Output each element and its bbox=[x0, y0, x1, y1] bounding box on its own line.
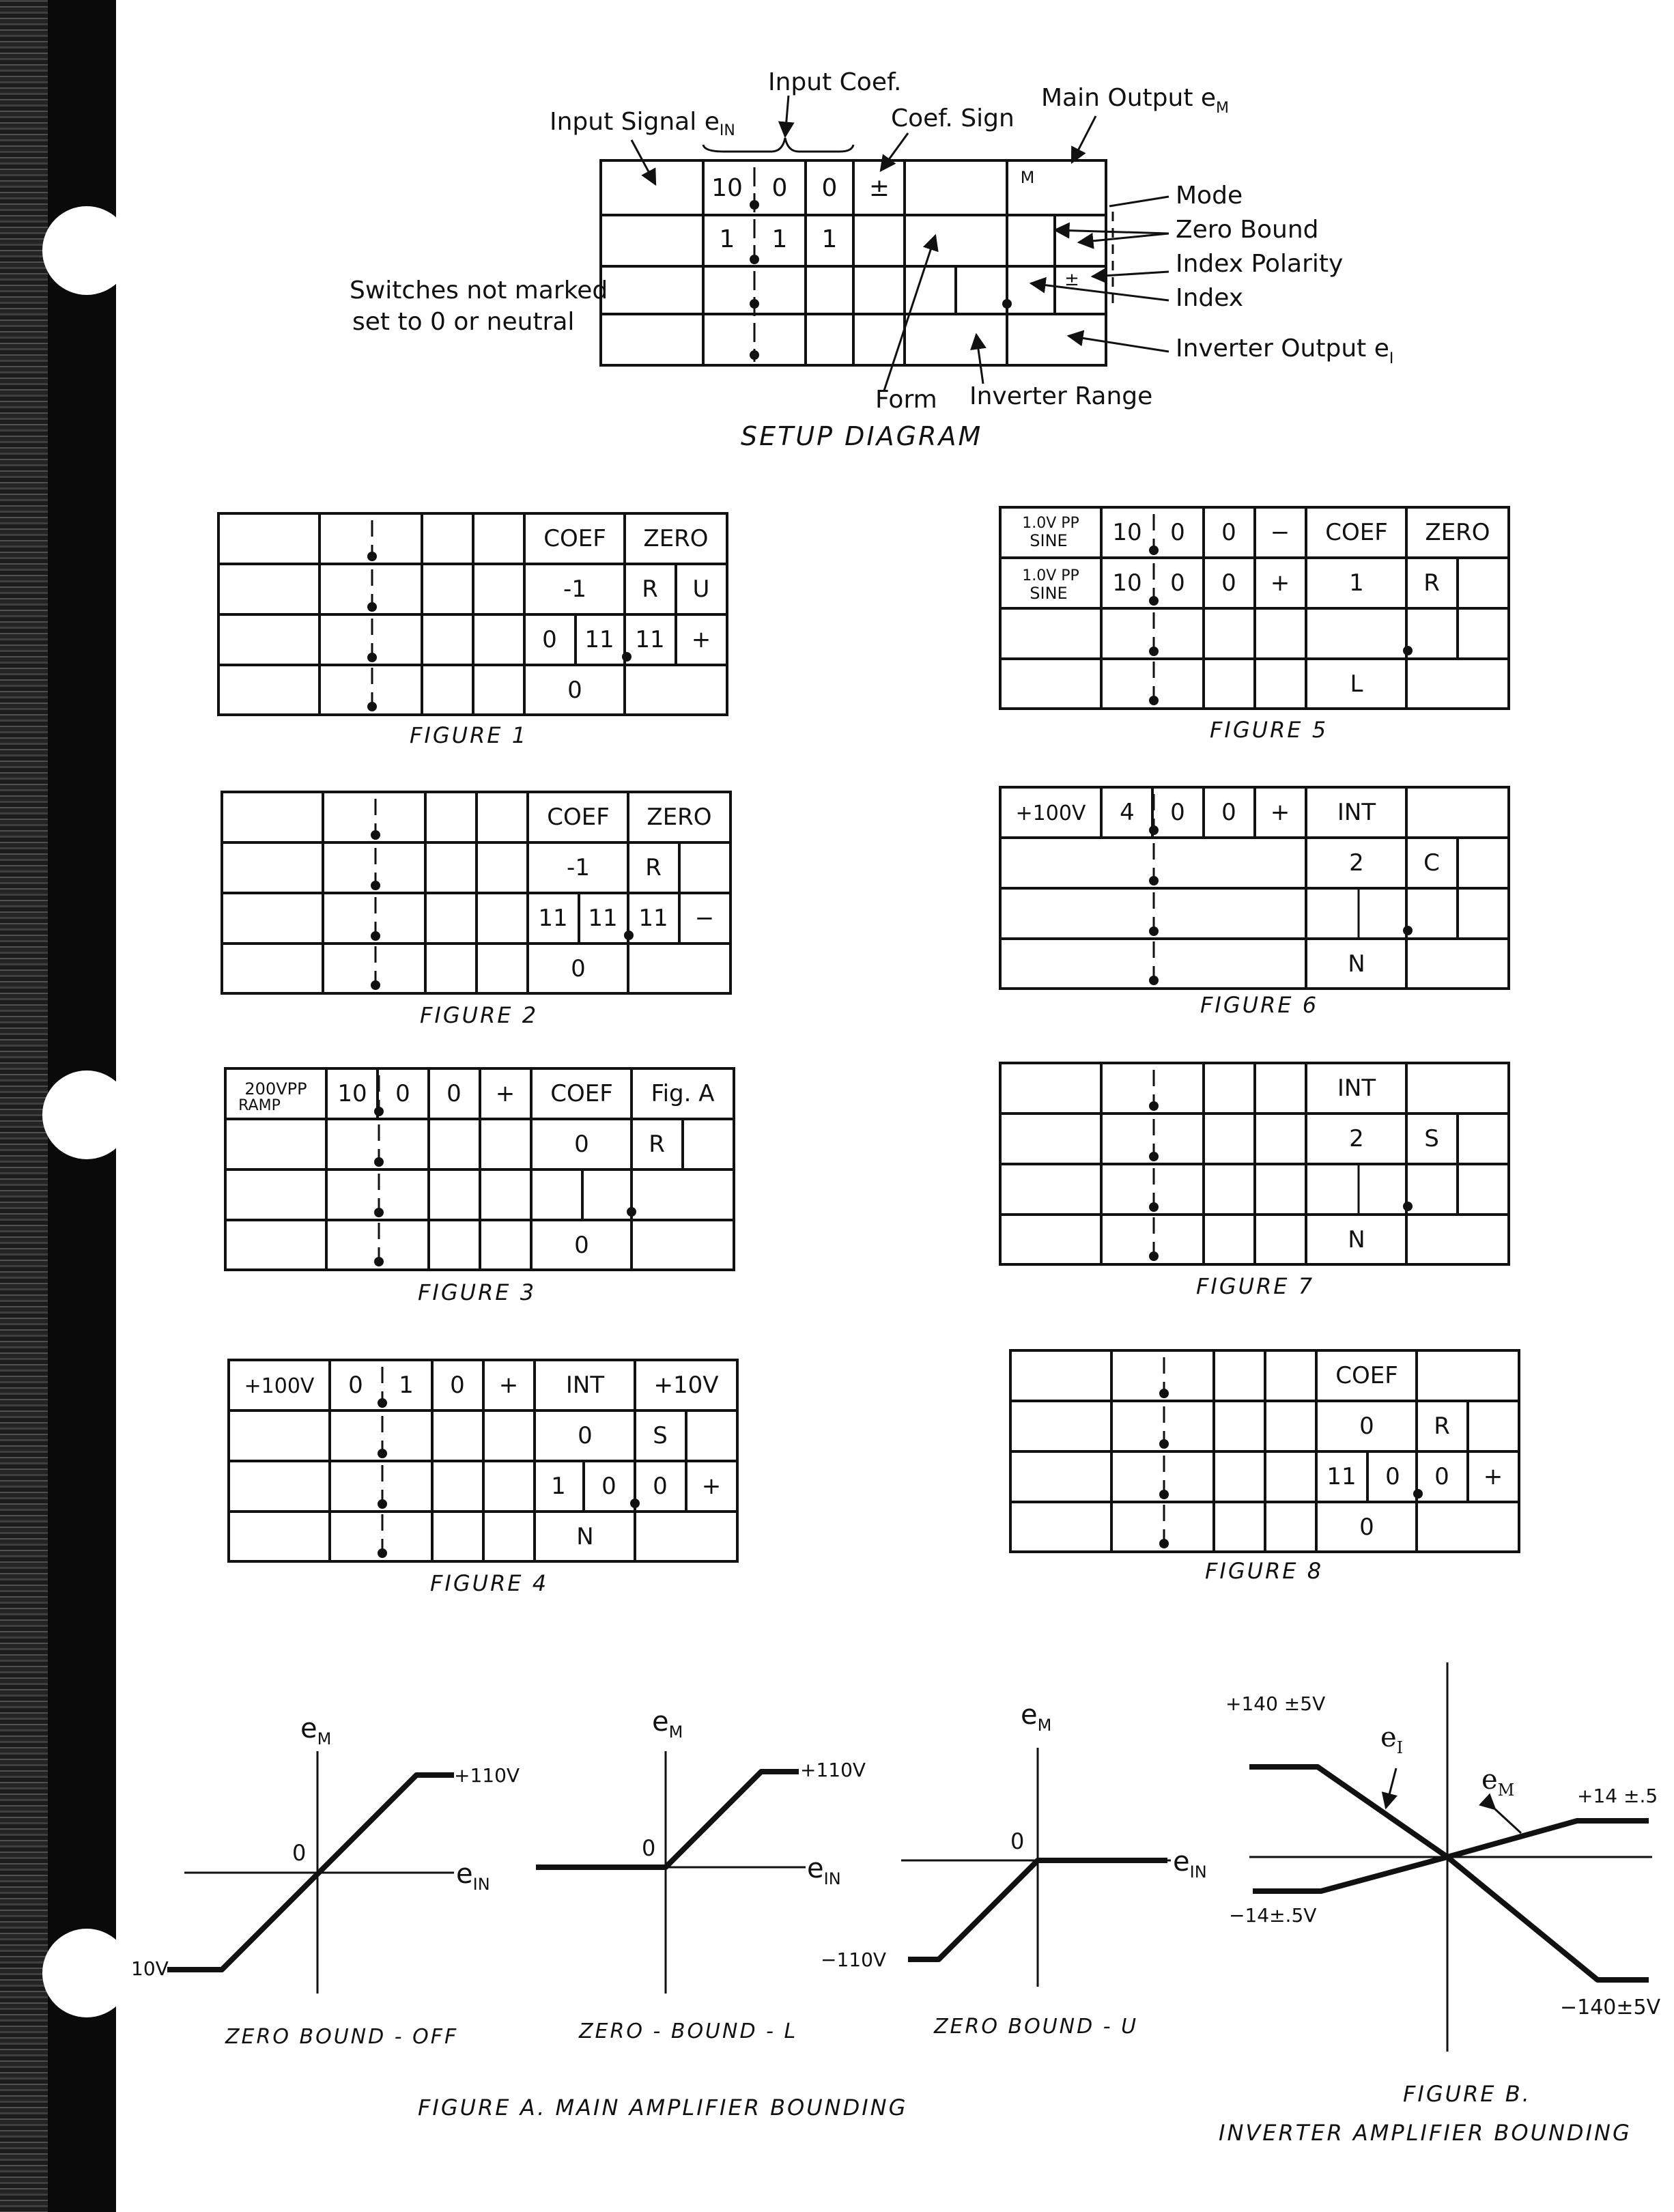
setup-callouts bbox=[350, 68, 1393, 414]
fig5-signal-1-line-1: 1.0V PP bbox=[1022, 515, 1079, 532]
fig4-index-sign: + bbox=[701, 1473, 722, 1500]
fig3-coef-1: 10 bbox=[337, 1080, 367, 1107]
svg-text:eM: $e_M$ bbox=[1021, 1699, 1052, 1735]
graph-zero-bound-off bbox=[167, 1751, 454, 1994]
fig-b-left-label: −14±.5V bbox=[1229, 1904, 1317, 1927]
fig8-inverter: 0 bbox=[1359, 1514, 1374, 1541]
fig2-form: COEF bbox=[547, 804, 610, 831]
fig5-zero-bound: ZERO bbox=[1425, 519, 1490, 546]
svg-text:eM: $e_M$ bbox=[300, 1713, 332, 1748]
fig7-zb-value: S bbox=[1424, 1125, 1439, 1152]
setup-cell-input-coef-c: 0 bbox=[821, 174, 838, 202]
fig2-index-2: 11 bbox=[588, 905, 618, 932]
svg-text:eIN: $e_{IN}$ bbox=[807, 1853, 841, 1888]
fig3-signal-line-2: RAMP bbox=[238, 1097, 281, 1114]
fig2-inverter: 0 bbox=[571, 955, 586, 982]
figure-b-caption-1: FIGURE B. bbox=[1403, 2081, 1531, 2107]
fig8-index-2: 0 bbox=[1385, 1463, 1400, 1490]
setup-caption: SETUP DIAGRAM bbox=[741, 421, 983, 451]
svg-text:eIN: $e_{IN}$ bbox=[456, 1858, 490, 1894]
graph3-caption: ZERO BOUND - U bbox=[934, 2015, 1139, 2039]
fig8-zb-value: R bbox=[1434, 1413, 1450, 1440]
figure-4-caption: FIGURE 4 bbox=[430, 1570, 549, 1596]
figure-3-caption: FIGURE 3 bbox=[418, 1279, 537, 1305]
fig1-mode: -1 bbox=[563, 576, 586, 603]
fig5-coef-1: 10 bbox=[1112, 519, 1142, 546]
fig-b-right-label: +14 ±.5 bbox=[1577, 1785, 1658, 1807]
fig7-inverter: N bbox=[1348, 1226, 1365, 1253]
callout-mode: Mode bbox=[1176, 182, 1243, 210]
fig6-coef-sign: + bbox=[1270, 799, 1290, 826]
setup-cell-coef-sign: ± bbox=[868, 174, 890, 202]
callout-coef-sign: Coef. Sign bbox=[891, 104, 1015, 132]
figure-8-grid bbox=[1010, 1350, 1519, 1552]
setup-cells bbox=[711, 168, 1079, 290]
fig3-coef-sign: + bbox=[495, 1080, 515, 1107]
setup-cell-row2-b: 1 bbox=[771, 225, 788, 253]
graph-zero-bound-l bbox=[536, 1751, 806, 1994]
setup-diagram bbox=[601, 160, 1113, 365]
callout-switches-note-1: Switches not marked bbox=[350, 276, 608, 304]
fig1-index-2: 11 bbox=[584, 626, 614, 653]
fig6-inverter: N bbox=[1348, 950, 1365, 978]
setup-cell-mode-m: M bbox=[1020, 168, 1035, 187]
fig5-signal-1-line-2: SINE bbox=[1030, 531, 1068, 550]
setup-cell-row2-a: 1 bbox=[719, 225, 735, 253]
fig1-index-1: 0 bbox=[542, 626, 557, 653]
fig6-coef-1: 4 bbox=[1120, 799, 1135, 826]
graph2-top-label: +110V bbox=[800, 1759, 866, 1781]
setup-cell-input-coef-a: 10 bbox=[711, 174, 743, 202]
fig6-mode: 2 bbox=[1349, 849, 1364, 877]
setup-cell-index-polarity: ± bbox=[1064, 270, 1079, 290]
fig5-coef-2: 0 bbox=[1170, 519, 1185, 546]
figure-5-caption: FIGURE 5 bbox=[1210, 717, 1329, 743]
fig4-zero-bound: +10V bbox=[653, 1372, 719, 1399]
fig5-coef-3: 0 bbox=[1221, 519, 1236, 546]
fig2-index-3: 11 bbox=[638, 905, 668, 932]
callout-switches-note-2: set to 0 or neutral bbox=[352, 308, 575, 336]
fig1-zb-value: R bbox=[642, 576, 658, 603]
fig5-coef2-2: 0 bbox=[1170, 569, 1185, 597]
fig4-index-2: 0 bbox=[601, 1473, 616, 1500]
fig8-index-sign: + bbox=[1483, 1463, 1503, 1490]
fig2-zb-value: R bbox=[645, 854, 662, 881]
callout-zero-bound: Zero Bound bbox=[1176, 216, 1319, 244]
fig1-zb-value-2: U bbox=[692, 576, 710, 603]
callout-inverter-range: Inverter Range bbox=[969, 382, 1153, 410]
fig3-zero-bound: Fig. A bbox=[651, 1080, 715, 1107]
fig3-zb-value: R bbox=[649, 1131, 665, 1158]
fig4-coef-1: 0 bbox=[348, 1372, 363, 1399]
fig4-coef-sign: + bbox=[498, 1372, 519, 1399]
fig6-form: INT bbox=[1337, 799, 1376, 826]
fig3-coef-3: 0 bbox=[446, 1080, 462, 1107]
fig5-signal-2-line-2: SINE bbox=[1030, 584, 1068, 603]
fig8-form: COEF bbox=[1335, 1362, 1398, 1389]
svg-text:0: 0 bbox=[292, 1840, 307, 1866]
fig4-coef-2: 1 bbox=[399, 1372, 414, 1399]
fig-b-top-left-label: +140 ±5V bbox=[1225, 1692, 1326, 1715]
fig-b-bottom-right-label: −140±5V bbox=[1560, 1996, 1661, 2019]
fig2-zero-bound: ZERO bbox=[647, 804, 712, 831]
fig4-index-1: 1 bbox=[551, 1473, 566, 1500]
figure-b-caption-2: INVERTER AMPLIFIER BOUNDING bbox=[1219, 2120, 1632, 2146]
fig3-mode: 0 bbox=[574, 1131, 589, 1158]
fig5-coef2-sign: + bbox=[1270, 569, 1290, 597]
fig5-zb-value: R bbox=[1423, 569, 1440, 597]
callout-form: Form bbox=[875, 386, 937, 414]
fig4-index-3: 0 bbox=[653, 1473, 668, 1500]
fig5-coef2-3: 0 bbox=[1221, 569, 1236, 597]
svg-text:eIN: $e_{IN}$ bbox=[1173, 1846, 1207, 1882]
fig2-index-sign: − bbox=[694, 905, 715, 932]
figure-a-caption: FIGURE A. MAIN AMPLIFIER BOUNDING bbox=[418, 2095, 908, 2121]
fig6-signal: +100V bbox=[1015, 802, 1086, 825]
fig8-index-3: 0 bbox=[1434, 1463, 1449, 1490]
fig6-zb-value: C bbox=[1423, 849, 1440, 877]
graph3-bottom-label: −110V bbox=[821, 1948, 887, 1971]
fig1-index-3: 11 bbox=[635, 626, 665, 653]
fig8-mode: 0 bbox=[1359, 1413, 1374, 1440]
callout-main-output: Main Output $e_M$ bbox=[1041, 84, 1230, 117]
callout-input-coef: Input Coef. bbox=[768, 68, 902, 96]
setup-cell-input-coef-b: 0 bbox=[771, 174, 788, 202]
fig6-coef-3: 0 bbox=[1221, 799, 1236, 826]
fig6-coef-2: 0 bbox=[1170, 799, 1185, 826]
fig1-index-sign: + bbox=[691, 626, 711, 653]
fig-b-em-label: $e_M$ bbox=[1481, 1764, 1515, 1800]
fig4-mode: 0 bbox=[578, 1422, 593, 1449]
fig5-coef-sign: − bbox=[1270, 519, 1290, 546]
callout-index: Index bbox=[1176, 284, 1244, 312]
figure-6-caption: FIGURE 6 bbox=[1200, 992, 1319, 1018]
fig7-mode: 2 bbox=[1349, 1125, 1364, 1152]
figure-7-grid bbox=[1000, 1063, 1509, 1264]
fig3-form: COEF bbox=[550, 1080, 613, 1107]
fig4-form: INT bbox=[565, 1372, 605, 1399]
fig3-signal-line-1: 200VPP bbox=[244, 1079, 307, 1098]
fig3-inverter: 0 bbox=[574, 1232, 589, 1259]
graph-zero-bound-u-labels bbox=[1010, 1699, 1207, 1882]
fig8-index-1: 11 bbox=[1327, 1463, 1357, 1490]
graph1-caption: ZERO BOUND - OFF bbox=[225, 2025, 459, 2049]
graph-zero-bound-u bbox=[901, 1748, 1171, 1987]
fig7-form: INT bbox=[1337, 1075, 1376, 1102]
fig4-coef-3: 0 bbox=[450, 1372, 465, 1399]
svg-text:eM: $e_M$ bbox=[652, 1706, 683, 1742]
fig3-coef-2: 0 bbox=[395, 1080, 410, 1107]
fig1-form: COEF bbox=[543, 525, 606, 552]
callout-inverter-output: Inverter Output $e_I$ bbox=[1176, 335, 1394, 367]
fig1-inverter: 0 bbox=[567, 677, 582, 704]
graph1-top-label: +110V bbox=[454, 1764, 520, 1787]
graph1-bottom-label: 10V bbox=[131, 1957, 169, 1980]
fig2-index-1: 11 bbox=[538, 905, 568, 932]
setup-cell-row2-c: 1 bbox=[821, 225, 838, 253]
callout-index-polarity: Index Polarity bbox=[1176, 250, 1344, 278]
fig5-signal-2-line-1: 1.0V PP bbox=[1022, 567, 1079, 584]
fig5-coef2-1: 10 bbox=[1112, 569, 1142, 597]
figure-1-caption: FIGURE 1 bbox=[410, 722, 528, 748]
fig4-zb-value: S bbox=[653, 1422, 668, 1449]
svg-text:0: 0 bbox=[642, 1835, 656, 1861]
figure-2-caption: FIGURE 2 bbox=[420, 1002, 539, 1028]
graph2-caption: ZERO - BOUND - L bbox=[579, 2019, 798, 2043]
fig5-form: COEF bbox=[1325, 519, 1388, 546]
figure-7-caption: FIGURE 7 bbox=[1196, 1273, 1315, 1299]
setup-leader-lines bbox=[632, 96, 1169, 391]
fig4-signal: +100V bbox=[244, 1374, 315, 1398]
svg-text:0: 0 bbox=[1010, 1828, 1025, 1854]
callout-input-signal: Input Signal $e_{IN}$ bbox=[550, 108, 735, 139]
fig5-mode: 1 bbox=[1349, 569, 1364, 597]
fig5-inverter: L bbox=[1350, 670, 1363, 698]
fig-b-ei-label: $e_I$ bbox=[1380, 1722, 1404, 1757]
figure-8-caption: FIGURE 8 bbox=[1205, 1558, 1324, 1584]
fig4-inverter: N bbox=[576, 1523, 594, 1550]
fig1-zero-bound: ZERO bbox=[643, 525, 709, 552]
graph-inverter-bounding bbox=[1249, 1662, 1652, 2052]
fig2-mode: -1 bbox=[567, 854, 590, 881]
